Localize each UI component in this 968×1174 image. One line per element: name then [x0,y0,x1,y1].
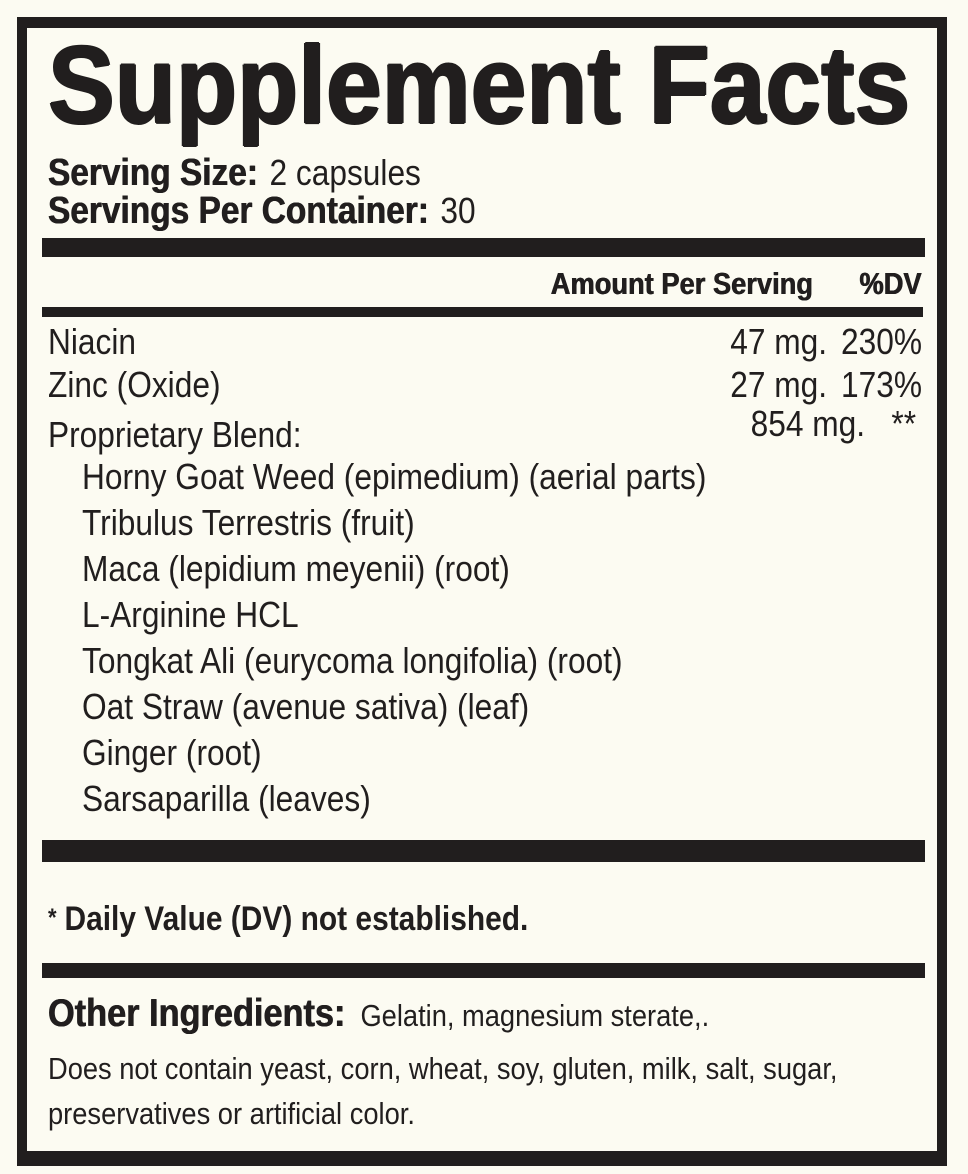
amount-per-serving-header: Amount Per Serving [550,266,813,301]
disclaimer-line-2 [48,1098,465,1129]
other-ingredients-text [48,994,709,1033]
nutrient-name: Proprietary Blend: [48,414,302,455]
table-header-row [48,268,922,299]
table-row-zinc [48,364,922,405]
nutrient-name-cell [48,321,667,362]
other-ingredients-value: Gelatin, magnesium sterate,. [360,998,710,1033]
serving-size-value: 2 capsules [269,152,421,193]
blend-item [82,686,792,735]
label-border-box [17,17,947,1166]
nutrient-amount: 854 mg. [750,403,865,444]
servings-per-container-line [48,192,534,230]
nutrient-name-cell [48,406,667,455]
serving-size-text [48,154,421,192]
nutrient-name: Zinc (Oxide) [48,364,221,405]
blend-item [82,594,792,643]
footnote-text: Daily Value (DV) not established. [64,900,529,938]
disclaimer-text: preservatives or artificial color. [48,1096,415,1131]
blend-item [82,548,792,597]
other-ingredients-line [48,994,799,1033]
blend-item-text: Tribulus Terrestris (fruit) [82,502,415,543]
servings-per-container-text [48,192,476,230]
blend-item-text: Tongkat Ali (eurycoma longifolia) (root) [82,640,623,681]
serving-size-label: Serving Size: [48,152,259,194]
blend-item-text: L-Arginine HCL [82,594,299,635]
blend-item [82,778,792,827]
blend-item [82,732,792,781]
nutrient-dv: 230% [840,321,922,362]
blend-item [82,502,792,551]
blend-item-text: Maca (lepidium meyenii) (root) [82,548,510,589]
disclaimer-text: Does not contain yeast, corn, wheat, soy, gluten, milk, salt, sugar, [48,1051,838,1086]
blend-item-text: Horny Goat Weed (epimedium) (aerial parts) [82,456,707,497]
servings-per-container-label: Servings Per Container: [48,190,429,232]
header-underline [42,307,923,317]
nutrient-amount-cell [667,403,865,444]
blend-item-text: Sarsaparilla (leaves) [82,778,371,819]
nutrient-amount: 27 mg. [730,364,827,405]
dv-header-cell [827,268,922,299]
servings-per-container-value: 30 [440,190,476,231]
label-title: Supplement Facts [48,24,911,147]
blend-item [82,456,792,505]
dv-header: %DV [859,266,922,301]
other-ingredients-label: Other Ingredients: [48,992,346,1035]
separator-bar-thick-top [42,238,925,257]
table-row-proprietary-blend [48,403,922,455]
nutrient-name-cell [48,364,667,405]
nutrient-dv: ** [891,403,916,444]
nutrient-amount: 47 mg. [730,321,827,362]
footnote-text-wrap [48,902,528,936]
serving-size-line [48,154,472,192]
daily-value-footnote [48,902,594,936]
nutrient-dv: 173% [840,364,922,405]
disclaimer-line-1 [48,1053,945,1084]
nutrient-name: Niacin [48,321,137,362]
separator-bar-thick-middle [42,840,925,862]
blend-item-text: Oat Straw (avenue sativa) (leaf) [82,686,530,727]
footnote-asterisk: * [48,904,57,932]
nutrient-dv-cell [827,321,922,362]
nutrient-dv-cell [827,364,922,405]
separator-bar-bottom [42,963,925,978]
nutrient-amount-cell [667,364,827,405]
blend-item [82,640,792,689]
blend-item-text: Ginger (root) [82,732,262,773]
table-row-niacin [48,321,922,362]
proprietary-blend-list [82,456,792,827]
nutrient-amount-cell [667,321,827,362]
